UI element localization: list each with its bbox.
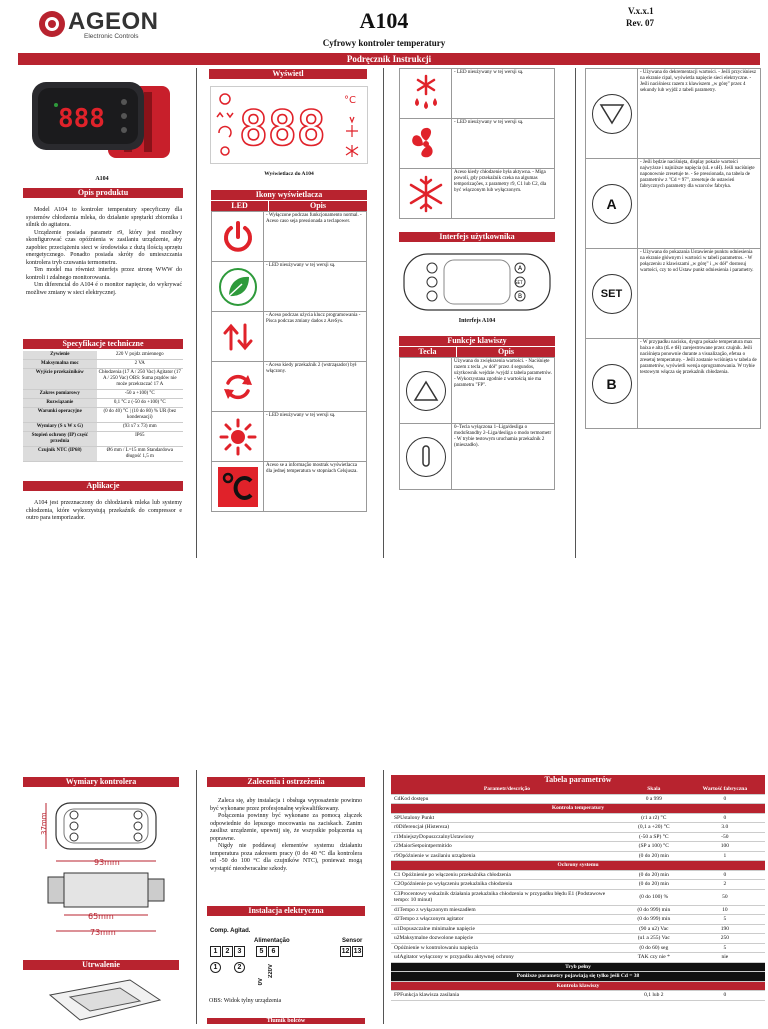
param-group-row: [391, 981, 765, 991]
spec-value: -50 a +100) °C: [97, 390, 183, 399]
key-cell: [586, 339, 638, 429]
param-row: [391, 823, 765, 833]
interface-caption: Interfejs A104: [458, 318, 496, 324]
key-description: Używana do zwiększenia wartości. - Naciśnięte razem z tecla „w dół” przez 4 segundos, użytkownik wejdzie /wyjdź z tabela parametrów. - Wykorzystana zgodnie z wartością nie ma parametru "FP".: [452, 358, 555, 424]
key-description: - W przypadku nacisku, dysgra pokaże temperatura max baixa e alta (tL e tH) zarejestrowane przez czujnik. Jeśli naciśnięta ponownie durante a visualização, efetua o zresetuj temperaturę. - Jeśli zostanie wciśnięta w tabela de parametrów, wyświetli wersja oprogramowania. W trybie testowym włącza się przekaźnik chłodzenia.: [638, 339, 761, 429]
param-row: [391, 915, 765, 925]
param-row: [391, 953, 765, 963]
param-default: 5: [685, 943, 765, 953]
key-row: [586, 159, 761, 249]
param-group-label: Kontrola temperatury: [391, 804, 765, 814]
spec-row: [23, 369, 183, 390]
brand-name: AGEON: [68, 8, 159, 35]
key-description: 0–Tecla wyłączona 1–Liga/desliga o modoStandby 2–Liga/desliga o modo termometr - W trybie testowym uruchamia przekaźnik 2 (mieszadło).: [452, 424, 555, 490]
param-range: (0 do 20) min: [623, 851, 685, 861]
label-220v: 220V: [268, 964, 274, 979]
param-description: C2Opóźnienie po wyłączeniu przekaźnika chłodzenia: [391, 880, 623, 890]
param-row: [391, 905, 765, 915]
section-title-bottom: Tłumik bolców: [207, 1018, 365, 1024]
param-range: TAK czy nie *: [623, 953, 685, 963]
column-divider: [383, 770, 384, 1024]
param-range: (SP a 100) °C: [623, 842, 685, 852]
icon-description: - Aceso podczas użycia klucz programowania - Pisca podczas zmiany dados z AreSys.: [264, 312, 367, 362]
key-cell: [586, 159, 638, 249]
label-sensor: Sensor: [342, 938, 363, 944]
section-title-wyswietl: Wyświetl: [209, 69, 367, 79]
icon-cell: [212, 462, 264, 512]
terminal-number: 6: [268, 946, 279, 957]
param-group-row: [391, 804, 765, 814]
label-0v: 0V: [258, 978, 264, 986]
icon-description: - LED nieużywany w tej wersji są.: [264, 412, 367, 462]
funkcje-table: [399, 347, 555, 490]
param-description: r9Opóźnienie w zasilaniu urządzenia: [391, 851, 623, 861]
param-range: 0 a 999: [623, 794, 685, 804]
spec-row: [23, 447, 183, 462]
param-row: [391, 832, 765, 842]
spec-row: [23, 408, 183, 423]
display-digits: 888: [239, 101, 326, 157]
spec-key: Zywienie: [23, 351, 97, 360]
param-default: 2: [685, 880, 765, 890]
spec-value: 2 VA: [97, 360, 183, 369]
column-divider: [196, 68, 197, 558]
icons-table-continued: [399, 68, 555, 219]
param-description: d1Tempo z wyłączonym mieszadłem: [391, 905, 623, 915]
params-title: Tabela parametrów: [391, 775, 765, 785]
brand-sub: Electronic Controls: [84, 33, 139, 40]
drops-icon: [403, 71, 449, 117]
param-row: [391, 813, 765, 823]
param-range: (0 do 20) min: [623, 870, 685, 880]
zalecenia-paragraph: Zaleca się, aby instalacja i obsługa wyposażenie powinno być wykonane przez profesjonalnę wykwalifikowany.: [210, 798, 362, 812]
param-row: [391, 880, 765, 890]
param-row: [391, 991, 765, 1001]
spec-key: Wyjście przekaźników: [23, 369, 97, 390]
icon-row: [212, 312, 367, 362]
section-title-interfejs: Interfejs użytkownika: [399, 232, 555, 242]
icon-row: [212, 362, 367, 412]
opis-paragraph: Um diferencial do A104 é o monitor napięcie, do wykrywać możliwe zmiany w sieci elektrycznej.: [26, 282, 182, 296]
params-header: Skala: [623, 785, 685, 794]
spec-row: [23, 423, 183, 432]
spec-value: IP65: [97, 432, 183, 447]
zalecenia-paragraph: Nigdy nie poddawaj elementów systemu działaniu temperatura poza zakresem pracy (0 do 40 °C dla kontrolera od -50 do 100 °C dla czujników NTC), ponieważ mogą wystąpić nieodwracalne szkody.: [210, 843, 362, 872]
spec-value: Chłodzenia (17 A / 250 Vac) Agitator (17 A / 250 Vac) OBS: Suma prądów nie może przekraczać 17 A: [97, 369, 183, 390]
param-description: d2Tempo z włączonym agitator: [391, 915, 623, 925]
param-default: 0: [685, 813, 765, 823]
updown-arrows-icon: [215, 314, 261, 360]
down-key-icon[interactable]: [592, 94, 632, 134]
key-row: [400, 424, 555, 490]
section-title-zalecenia: Zalecenia i ostrzeżenia: [207, 777, 365, 787]
icon-description: - Aceso kiedy przekaźnik 2 (wstrząsador) był włączony.: [264, 362, 367, 412]
param-row: [391, 870, 765, 880]
mains-terminal: 2: [234, 962, 245, 973]
manual-banner: Podręcznik Instrukcji: [18, 53, 760, 65]
param-group-row: [391, 861, 765, 871]
funkcje-head-opis: Opis: [457, 347, 555, 357]
param-group-label: Tryb pełny: [391, 962, 765, 972]
power-key-icon[interactable]: [406, 437, 446, 477]
spec-key: Rozwiązanie: [23, 399, 97, 408]
icon-row: [400, 119, 555, 169]
param-range: (0 do 100) %: [623, 889, 685, 905]
spec-value: Ø6 mm / L=15 mm Standardowa długość 1,5 m: [97, 447, 183, 462]
param-default: 0: [685, 794, 765, 804]
param-default: 0: [685, 870, 765, 880]
spec-table: [23, 351, 183, 462]
key-cell: [400, 358, 452, 424]
section-title-funkcje: Funkcje klawiszy: [399, 336, 555, 346]
param-description: u2Maksymalne dozwolone napięcie: [391, 934, 623, 944]
spec-key: Czujnik NTC (IP68): [23, 447, 97, 462]
icon-cell: [212, 412, 264, 462]
icon-row: [212, 462, 367, 512]
param-range: (r1 a r2) °C: [623, 813, 685, 823]
snowflake-icon: [403, 171, 449, 217]
section-title-aplikacje: Aplikacje: [23, 481, 183, 491]
param-default: 1: [685, 851, 765, 861]
spec-key: Wymiary (S x W x G): [23, 423, 97, 432]
param-range: (0 do 20) min: [623, 880, 685, 890]
sun-icon: [215, 414, 261, 460]
display-caption: Wyświetlacz do A104: [264, 171, 314, 177]
icon-cell: [212, 212, 264, 262]
icons-head-led: LED: [211, 201, 269, 211]
param-description: r2MaiorSetpointpermitido: [391, 842, 623, 852]
icon-row: [212, 412, 367, 462]
icon-cell: [212, 262, 264, 312]
icon-description: - LED nieużywany w tej wersji są.: [452, 119, 555, 169]
param-description: u1Dopuszczalne minimalne napięcie: [391, 924, 623, 934]
spec-key: Warunki operacyjne: [23, 408, 97, 423]
page-title: A104: [359, 8, 409, 33]
key-cell: [586, 249, 638, 339]
set-key-icon[interactable]: SET: [592, 274, 632, 314]
param-default: 3.0: [685, 823, 765, 833]
param-row: [391, 889, 765, 905]
section-title-wymiary: Wymiary kontrolera: [23, 777, 179, 787]
wiring-note: OBS: Widok tylny urządzenia: [209, 998, 282, 1004]
icon-row: [400, 169, 555, 219]
param-default: 50: [685, 889, 765, 905]
svg-text:B: B: [518, 293, 523, 300]
opis-paragraph: Urządzenie posiada parametr r9, który jest możliwy skonfigurować czas opóźnienia w zasilaniu urządzenie, aby zapobiec przeciążeniu sieci w środowiska z dużą ilością sprzętu energetycznego. Ponadto posiada skróty do umieszczania kontrolera tryb czuwania termometru.: [26, 229, 182, 266]
display-diagram: [210, 86, 368, 164]
terminal-number: 2: [222, 946, 233, 957]
spec-value: (93 x7 x 73) mm: [97, 423, 183, 432]
param-mode-row: [391, 972, 765, 982]
icon-cell: [400, 119, 452, 169]
wiring-diagram: [208, 924, 368, 996]
param-range: (0 do 60) seg: [623, 943, 685, 953]
parameters-table: [391, 775, 765, 1001]
param-range: 0,1 lub 2: [623, 991, 685, 1001]
param-description: r0Diferencjał (Histereza): [391, 823, 623, 833]
param-row: [391, 924, 765, 934]
param-default: 190: [685, 924, 765, 934]
params-header-row: [391, 785, 765, 794]
params-header: Parametr/descrição: [391, 785, 623, 794]
param-group-label: Poniższe parametry pojawiają się tylko jeśli Cd = 38: [391, 972, 765, 982]
power-icon: [215, 214, 261, 260]
spec-value: 220 V pojdz zmiennego: [97, 351, 183, 360]
param-description: r1MniejszyDopuszczalnyUstawiony: [391, 832, 623, 842]
dimension-drawing: [28, 795, 178, 955]
mains-terminal: 1: [210, 962, 221, 973]
a-key-icon[interactable]: A: [592, 184, 632, 224]
param-row: [391, 842, 765, 852]
dim-37-label: 37mm: [40, 812, 48, 835]
up-key-icon[interactable]: [406, 371, 446, 411]
key-description: - Jeśli będzie naciśnięta, display pokaże wartości najwyższe i najniższe napięcia (uL e uH). Jeśli naciśnięte naponownie zresetuje te. - Se pressionada, na tabela de parametrów z "Cd = 97", zresetuje do ustawień fabrycznych parametry dla wzorców fabryka.: [638, 159, 761, 249]
svg-text:SET: SET: [515, 280, 523, 285]
spec-value: (0 do 40) °C | (10 do 80) % UR (bez kondensacji): [97, 408, 183, 423]
spec-row: [23, 351, 183, 360]
keys-table-continued: [585, 68, 761, 429]
icon-row: [212, 262, 367, 312]
spec-key: Maksymalna moc: [23, 360, 97, 369]
param-description: Opóźnienie w kontrolowaniu napięcia: [391, 943, 623, 953]
icon-cell: [400, 169, 452, 219]
celsius-icon: [215, 464, 261, 510]
param-row: [391, 794, 765, 804]
param-row: [391, 934, 765, 944]
svg-text:°C: °C: [344, 95, 356, 106]
param-default: nie: [685, 953, 765, 963]
terminal-number: 3: [234, 946, 245, 957]
label-alim: Alimentação: [254, 938, 290, 944]
param-description: u4Agitator wyłączony w przypadku aktywnej ochrony: [391, 953, 623, 963]
page-subtitle: Cyfrowy kontroler temperatury: [322, 38, 446, 48]
param-description: SPUstalony Punkt: [391, 813, 623, 823]
spec-value: 0,1 °C z (-50 do +100) °C: [97, 399, 183, 408]
param-group-label: Kontrola klawiszy: [391, 981, 765, 991]
param-range: (-50 a SP) °C: [623, 832, 685, 842]
product-photo: [28, 72, 176, 172]
svg-text:A: A: [518, 265, 523, 272]
interface-diagram: [402, 250, 552, 314]
icon-cell: [212, 362, 264, 412]
icon-row: [400, 69, 555, 119]
cycle-arrows-icon: [215, 364, 261, 410]
terminal-number: 13: [353, 948, 362, 955]
opis-paragraph: Ten model ma również interfejs przez stronę WWW do kontroli i zdalnego monitorowania.: [26, 267, 182, 281]
version-label: V.x.x.1: [628, 6, 654, 16]
section-title-spec: Specyfikacje techniczne: [23, 339, 183, 349]
terminal-number: 1: [210, 946, 221, 957]
section-title-instalacja: Instalacja elektryczna: [207, 906, 365, 916]
dim-73-label: 73mm: [90, 928, 116, 937]
key-row: [586, 249, 761, 339]
param-default: 10: [685, 905, 765, 915]
photo-caption: A104: [95, 176, 109, 182]
icon-description: - LED nieużywany w tej wersji są.: [264, 262, 367, 312]
param-default: -50: [685, 832, 765, 842]
param-mode-row: [391, 962, 765, 972]
params-header: Wartość fabryczna: [685, 785, 765, 794]
zalecenia-paragraph: Połączenia powinny być wykonane za pomocą złączek odpowiednie do lepszego mocowania na zaciskach. Zanim zasilisz urządzenie, upewnij się, że wszystkie połączenia są poprawne.: [210, 813, 362, 842]
param-range: (0 do 999) min: [623, 905, 685, 915]
param-default: 0: [685, 991, 765, 1001]
key-description: - Używana do dekrementacji wartości. - Jeśli przyciśniesz na ekranie cipal, wyświetla napięcie sieci elektryczne. - Jeśli naciśniesz razem z klawiszem „w górę” przez 4 sekundy lub wyjdź z tabeli parametry.: [638, 69, 761, 159]
funkcje-head-key: Tecla: [399, 347, 457, 357]
icons-table: [211, 201, 367, 512]
param-description: C1 Opóźnienie po włączeniu przekaźnika chłodzenia: [391, 870, 623, 880]
terminal-number: 5: [256, 946, 267, 957]
param-default: 100: [685, 842, 765, 852]
icon-cell: [400, 69, 452, 119]
terminal-number: 12: [341, 948, 350, 955]
spec-key: Stopień ochrony (IP) część przednia: [23, 432, 97, 447]
aplikacje-text: A104 jest przeznaczony do chłodziarek mleka lub systemy chłodzenia, które wykorzystują przekaźnik do compressor e outro para temporizador.: [26, 500, 182, 521]
param-description: FPFunkcja klawisza zasilania: [391, 991, 623, 1001]
section-title-icons: Ikony wyświetlacza: [211, 190, 367, 200]
param-default: 250: [685, 934, 765, 944]
spec-row: [23, 390, 183, 399]
key-cell: [400, 424, 452, 490]
param-range: (90 a u2) Vac: [623, 924, 685, 934]
icon-description: - LED nieużywany w tej wersji są.: [452, 69, 555, 119]
key-row: [586, 69, 761, 159]
opis-paragraph: Model A104 to kontroler temperatury specyficzny dla systemów chłodzenia mleka, do działanie sprężarki zbiornika i silnik do agitatora.: [26, 207, 182, 228]
section-title-utrwalenie: Utrwalenie: [23, 960, 179, 970]
leaf-icon: [215, 264, 261, 310]
key-cell: [586, 69, 638, 159]
column-divider: [196, 770, 197, 1024]
icon-cell: [212, 312, 264, 362]
b-key-icon[interactable]: B: [592, 364, 632, 404]
icon-description: - Wyłączone podczas funkcjonamento normal. - Aceso caso seja pressionada a teclapower.: [264, 212, 367, 262]
param-row: [391, 851, 765, 861]
mounting-drawing: [40, 975, 170, 1024]
spec-row: [23, 432, 183, 447]
spec-row: [23, 399, 183, 408]
svg-text:888: 888: [58, 104, 105, 134]
param-description: C3Procentowy wskaźnik działania przekaźnika chłodzenia w przypadku błędu E1 (Podstawowe tempo: 10 minut): [391, 889, 623, 905]
param-description: CdKod dostępu: [391, 794, 623, 804]
icons-head-opis: Opis: [269, 201, 367, 211]
param-range: (0,1 a +20) °C: [623, 823, 685, 833]
param-range: (0 do 999) min: [623, 915, 685, 925]
opis-text: [26, 207, 182, 297]
dim-93-label: 93mm: [94, 858, 120, 867]
key-row: [586, 339, 761, 429]
column-divider: [383, 68, 384, 558]
dim-65-label: 65mm: [88, 912, 114, 921]
param-range: (u1 a 255) Vac: [623, 934, 685, 944]
param-row: [391, 943, 765, 953]
section-title-opis: Opis produktu: [23, 188, 183, 198]
revision-label: Rev. 07: [626, 18, 654, 28]
key-row: [400, 358, 555, 424]
column-divider: [575, 68, 576, 558]
icon-description: Aceso se a informação mostrak wyświetlacza dla jednej temperatura w stopniach Celsjusza.: [264, 462, 367, 512]
spec-row: [23, 360, 183, 369]
param-group-label: Ochrony systemu: [391, 861, 765, 871]
icon-row: [212, 212, 367, 262]
spec-key: Zakres pomiarowy: [23, 390, 97, 399]
fan-icon: [403, 121, 449, 167]
key-description: - Używana do pokazania Ustawienie punktu odniesienia na ekranie głównym i wartości w tabeli parametros. - W połączeniu z klawiszami „w górę” i „w dół” dostosuj wartości, czy to od Ustaw punkt odniesienia i parametry.: [638, 249, 761, 339]
param-default: 5: [685, 915, 765, 925]
zalecenia-text: [210, 798, 362, 873]
icon-description: Aceso kiedy chłodzenie była aktywna. - Miga powoli, gdy przekaźnik czeka na algumas temporizações, z parametry r9, C1 lub C2, dla być włączonym lub wyłączonym.: [452, 169, 555, 219]
label-comp: Comp. Agitad.: [210, 928, 251, 934]
